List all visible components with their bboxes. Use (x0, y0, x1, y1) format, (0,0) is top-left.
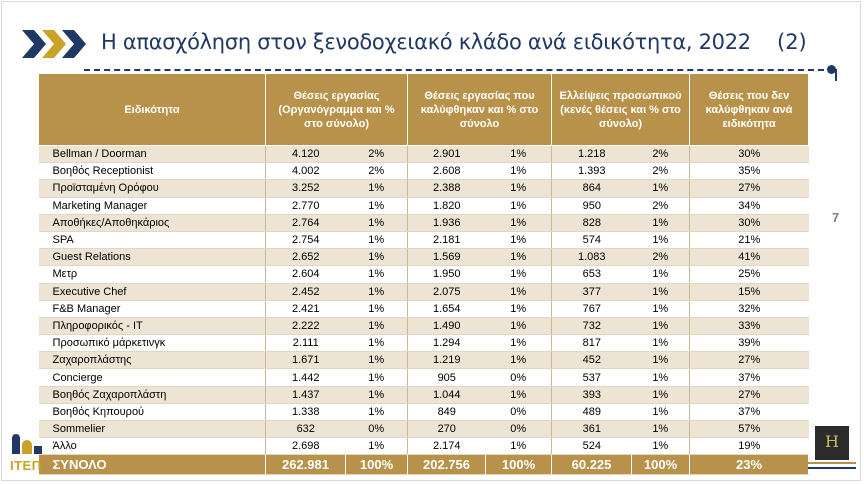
cell-unfilled: 33% (690, 317, 809, 334)
cell-specialty: Πληροφορικός - IT (39, 317, 266, 334)
hotel-chamber-logo (815, 426, 849, 460)
cell-specialty: F&B Manager (39, 300, 266, 317)
cell-positions: 1.437 (266, 386, 346, 403)
cell-filled-pct: 1% (486, 386, 552, 403)
table-row (39, 300, 809, 317)
table-row (39, 146, 809, 163)
cell-shortages: 1.083 (552, 249, 632, 266)
cell-filled-pct: 1% (486, 231, 552, 248)
cell-filled: 905 (408, 369, 486, 386)
cell-shortages: 393 (552, 386, 632, 403)
header-specialty: Ειδικότητα (39, 74, 266, 146)
cell-shortages: 524 (552, 438, 632, 455)
cell-shortages: 817 (552, 335, 632, 352)
cell-shortages: 452 (552, 352, 632, 369)
slide-title: Η απασχόληση στον ξενοδοχειακό κλάδο ανά ειδικότητα, 2022 (101, 30, 751, 54)
cell-shortages: 653 (552, 266, 632, 283)
cell-shortages-pct: 1% (632, 335, 690, 352)
cell-unfilled: 19% (690, 438, 809, 455)
cell-filled-pct: 1% (486, 266, 552, 283)
total-cell-filled: 202.756 (408, 455, 486, 475)
cell-shortages-pct: 1% (632, 180, 690, 197)
cell-shortages-pct: 1% (632, 403, 690, 420)
table-row (39, 249, 809, 266)
cell-shortages-pct: 1% (632, 438, 690, 455)
cell-positions-pct: 1% (346, 300, 408, 317)
cell-specialty: SPA (39, 231, 266, 248)
cell-unfilled: 27% (690, 180, 809, 197)
header-filled: Θέσεις εργασίας που καλύφθηκαν και % στο σύνολο (408, 74, 552, 146)
hotel-logo-letter: H (825, 432, 839, 451)
cell-shortages: 950 (552, 197, 632, 214)
cell-filled-pct: 1% (486, 214, 552, 231)
cell-positions-pct: 1% (346, 352, 408, 369)
table-row (39, 266, 809, 283)
cell-positions: 2.222 (266, 317, 346, 334)
table-total-row (39, 455, 809, 475)
cell-filled-pct: 1% (486, 335, 552, 352)
cell-specialty: Βοηθός Ζαχαροπλάστη (39, 386, 266, 403)
cell-filled-pct: 0% (486, 369, 552, 386)
cell-unfilled: 32% (690, 300, 809, 317)
cell-positions: 1.671 (266, 352, 346, 369)
table-row (39, 283, 809, 300)
cell-specialty: Προϊσταμένη Ορόφου (39, 180, 266, 197)
cell-specialty: Βοηθός Κηπουρού (39, 403, 266, 420)
table-body (39, 146, 809, 475)
page-number: 7 (832, 210, 840, 225)
cell-shortages-pct: 1% (632, 386, 690, 403)
table-row (39, 352, 809, 369)
cell-filled: 1.820 (408, 197, 486, 214)
cell-unfilled: 25% (690, 266, 809, 283)
logo-underline-navy (808, 467, 856, 469)
cell-filled: 1.654 (408, 300, 486, 317)
cell-positions: 2.770 (266, 197, 346, 214)
cell-positions-pct: 1% (346, 403, 408, 420)
cell-filled: 2.181 (408, 231, 486, 248)
cell-unfilled: 21% (690, 231, 809, 248)
cell-positions: 2.604 (266, 266, 346, 283)
cell-filled-pct: 1% (486, 317, 552, 334)
cell-specialty: Concierge (39, 369, 266, 386)
cell-shortages-pct: 2% (632, 146, 690, 163)
table-row (39, 163, 809, 180)
cell-specialty: Sommelier (39, 421, 266, 438)
cell-filled: 849 (408, 403, 486, 420)
cell-shortages: 767 (552, 300, 632, 317)
table-row (39, 214, 809, 231)
logo-underline-gold (808, 462, 856, 464)
table-row (39, 386, 809, 403)
cell-positions-pct: 1% (346, 369, 408, 386)
table-header-row (39, 74, 809, 146)
cell-shortages: 1.218 (552, 146, 632, 163)
cell-filled: 1.294 (408, 335, 486, 352)
cell-filled-pct: 1% (486, 180, 552, 197)
cell-positions-pct: 1% (346, 197, 408, 214)
cell-positions: 2.111 (266, 335, 346, 352)
cell-positions: 2.698 (266, 438, 346, 455)
cell-positions-pct: 1% (346, 386, 408, 403)
cell-filled: 1.490 (408, 317, 486, 334)
cell-shortages-pct: 1% (632, 352, 690, 369)
total-cell-shortages-pct: 100% (632, 455, 690, 475)
cell-unfilled: 34% (690, 197, 809, 214)
cell-filled: 2.608 (408, 163, 486, 180)
cell-unfilled: 15% (690, 283, 809, 300)
cell-positions: 2.652 (266, 249, 346, 266)
table-row (39, 317, 809, 334)
table-row (39, 335, 809, 352)
cell-positions: 2.452 (266, 283, 346, 300)
cell-shortages-pct: 1% (632, 283, 690, 300)
cell-shortages-pct: 2% (632, 249, 690, 266)
table-row (39, 197, 809, 214)
table-row (39, 438, 809, 455)
cell-positions-pct: 1% (346, 317, 408, 334)
divider-tail (835, 69, 837, 81)
cell-positions-pct: 1% (346, 231, 408, 248)
header-positions: Θέσεις εργασίας (Οργανόγραμμα και % στο σύνολο) (266, 74, 408, 146)
slide-title-number: (2) (777, 30, 807, 54)
cell-filled-pct: 1% (486, 163, 552, 180)
cell-filled: 1.569 (408, 249, 486, 266)
total-cell-positions: 262.981 (266, 455, 346, 475)
chevron-arrows-icon (22, 30, 92, 58)
cell-filled: 2.901 (408, 146, 486, 163)
cell-unfilled: 35% (690, 163, 809, 180)
cell-shortages: 537 (552, 369, 632, 386)
title-divider (84, 69, 824, 71)
cell-positions: 1.442 (266, 369, 346, 386)
cell-unfilled: 30% (690, 214, 809, 231)
total-cell-filled-pct: 100% (486, 455, 552, 475)
cell-unfilled: 27% (690, 352, 809, 369)
cell-shortages-pct: 1% (632, 421, 690, 438)
cell-specialty: Marketing Manager (39, 197, 266, 214)
cell-specialty: Bellman / Doorman (39, 146, 266, 163)
cell-positions: 2.764 (266, 214, 346, 231)
cell-filled: 270 (408, 421, 486, 438)
cell-specialty: Άλλο (39, 438, 266, 455)
total-cell-positions-pct: 100% (346, 455, 408, 475)
cell-shortages-pct: 1% (632, 317, 690, 334)
cell-specialty: Executive Chef (39, 283, 266, 300)
cell-unfilled: 57% (690, 421, 809, 438)
cell-filled-pct: 0% (486, 421, 552, 438)
cell-filled-pct: 1% (486, 300, 552, 317)
cell-unfilled: 39% (690, 335, 809, 352)
cell-filled: 2.174 (408, 438, 486, 455)
cell-positions-pct: 1% (346, 438, 408, 455)
cell-positions-pct: 1% (346, 180, 408, 197)
total-cell-specialty: ΣΥΝΟΛΟ (39, 455, 266, 475)
cell-positions: 3.252 (266, 180, 346, 197)
cell-filled: 1.044 (408, 386, 486, 403)
cell-positions-pct: 1% (346, 266, 408, 283)
header-shortages: Ελλείψεις προσωπικού (κενές θέσεις και % στο σύνολο) (552, 74, 690, 146)
cell-shortages: 489 (552, 403, 632, 420)
cell-unfilled: 41% (690, 249, 809, 266)
cell-shortages-pct: 1% (632, 266, 690, 283)
cell-filled-pct: 1% (486, 283, 552, 300)
cell-positions: 2.421 (266, 300, 346, 317)
itep-logo (4, 430, 48, 480)
table-row (39, 421, 809, 438)
cell-shortages: 377 (552, 283, 632, 300)
cell-shortages-pct: 2% (632, 197, 690, 214)
cell-unfilled: 37% (690, 369, 809, 386)
header-unfilled: Θέσεις που δεν καλύφθηκαν ανά ειδικότητα (690, 74, 809, 146)
cell-positions-pct: 1% (346, 335, 408, 352)
cell-positions: 2.754 (266, 231, 346, 248)
cell-positions-pct: 1% (346, 214, 408, 231)
total-cell-unfilled: 23% (690, 455, 809, 475)
cell-positions: 4.002 (266, 163, 346, 180)
cell-shortages-pct: 2% (632, 163, 690, 180)
cell-filled-pct: 1% (486, 197, 552, 214)
cell-positions-pct: 1% (346, 249, 408, 266)
cell-shortages-pct: 1% (632, 214, 690, 231)
cell-filled-pct: 1% (486, 249, 552, 266)
cell-specialty: Μετρ (39, 266, 266, 283)
table-row (39, 231, 809, 248)
cell-positions: 1.338 (266, 403, 346, 420)
cell-shortages: 864 (552, 180, 632, 197)
cell-shortages-pct: 1% (632, 231, 690, 248)
cell-filled: 2.388 (408, 180, 486, 197)
cell-filled: 2.075 (408, 283, 486, 300)
table-row (39, 403, 809, 420)
cell-positions-pct: 2% (346, 163, 408, 180)
cell-shortages: 574 (552, 231, 632, 248)
cell-specialty: Προσωπικό μάρκετινγκ (39, 335, 266, 352)
cell-unfilled: 30% (690, 146, 809, 163)
cell-shortages-pct: 1% (632, 369, 690, 386)
cell-filled: 1.936 (408, 214, 486, 231)
cell-shortages: 828 (552, 214, 632, 231)
table-row (39, 180, 809, 197)
cell-positions-pct: 2% (346, 146, 408, 163)
cell-filled-pct: 1% (486, 438, 552, 455)
cell-filled: 1.950 (408, 266, 486, 283)
cell-unfilled: 37% (690, 403, 809, 420)
cell-unfilled: 27% (690, 386, 809, 403)
cell-filled-pct: 1% (486, 352, 552, 369)
cell-positions: 4.120 (266, 146, 346, 163)
cell-filled: 1.219 (408, 352, 486, 369)
cell-shortages: 361 (552, 421, 632, 438)
cell-shortages: 1.393 (552, 163, 632, 180)
cell-positions-pct: 1% (346, 283, 408, 300)
cell-filled-pct: 0% (486, 403, 552, 420)
table-row (39, 369, 809, 386)
total-cell-shortages: 60.225 (552, 455, 632, 475)
cell-shortages: 732 (552, 317, 632, 334)
cell-filled-pct: 1% (486, 146, 552, 163)
employment-table (38, 73, 809, 475)
cell-positions-pct: 0% (346, 421, 408, 438)
cell-positions: 632 (266, 421, 346, 438)
cell-specialty: Ζαχαροπλάστης (39, 352, 266, 369)
itep-logo-text: ITEΠ (10, 458, 42, 473)
cell-specialty: Guest Relations (39, 249, 266, 266)
cell-shortages-pct: 1% (632, 300, 690, 317)
cell-specialty: Βοηθός Receptionist (39, 163, 266, 180)
cell-specialty: Αποθήκες/Αποθηκάριος (39, 214, 266, 231)
